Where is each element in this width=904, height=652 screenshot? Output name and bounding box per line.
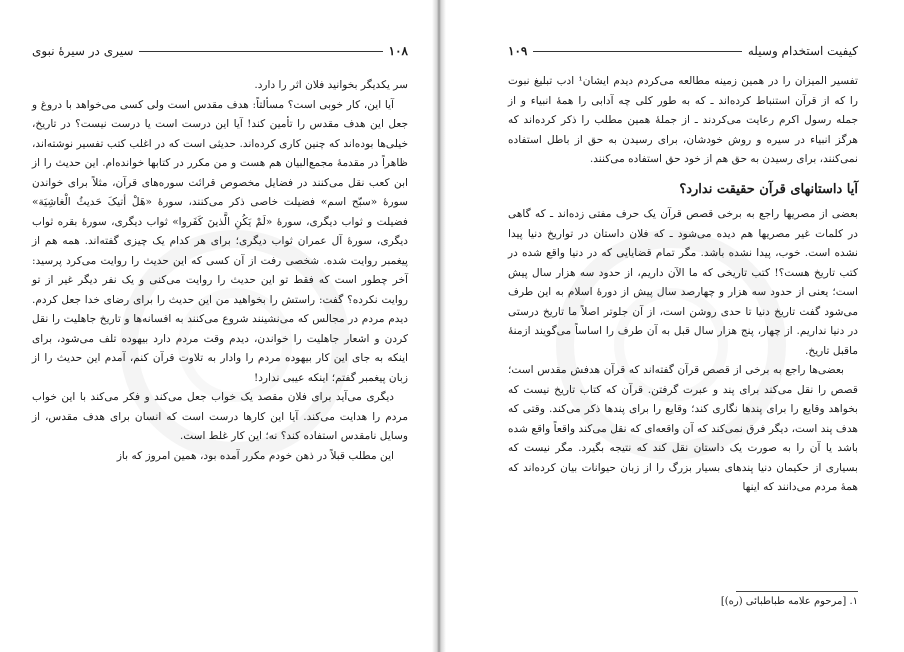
left-page-body <box>32 76 408 466</box>
right-page-number: ۱۰۹ <box>508 44 528 58</box>
paragraph: دیگری می‌آید برای فلان مقصد یک خواب جعل می‌کند و فکر می‌کند با این خواب مردم را هدایت می‌کند. آیا این کارها درست است که انسان برای هدف مقدس، از وسایل نامقدس استفاده کند؟ نه؛ این کار غلط است. <box>32 391 408 442</box>
right-page-body <box>508 72 858 498</box>
paragraph: بعضی از مصریها راجع به برخی قصص قرآن یک حرف مفتی زده‌اند ـ که گاهی در کلمات غیر مصریها هم دیده می‌شود ـ که فلان داستان در تواریخ دنیا پیدا نشده است. خوب، پیدا نشده باشد. مگر تمام قضایایی که در دنیا واقع شده در کتب تاریخ هست؟! کتب تاریخی که ما الآن داریم، از حدود سه هزار سال پیش است؛ یعنی از حدود سه هزار و چهارصد سال پیش از دورهٔ اسلام به این طرف می‌شود گفت تاریخ دنیا تا حدی روشن است، از آن جلوتر اصلاً ما تاریخ درستی در دنیا نداریم. از چهار، پنج هزار سال قبل به آن طرف را اساساً می‌گویند ازمنهٔ ماقبل تاریخ. <box>508 208 858 357</box>
paragraph: بعضی‌ها راجع به برخی از قصص قرآن گفته‌اند که قرآن هدفش مقدس است؛ قصص را نقل می‌کند برای پند و عبرت گرفتن. قرآن که کتاب تاریخ نیست که بخواهد وقایع را برای پندها نگاری کند؛ وقایع را برای پندها ذکر می‌کند. وقتی که هدف پند است، دیگر فرق نمی‌کند که آن واقعه‌ای که نقل می‌کند واقعاً واقع شده باشد یا آن را به صورت یک داستان نقل کند که نتیجه بگیرد. مگر نیست که بسیاری از حکیمان دنیا پندهای بسیار بزرگ را از زبان حیوانات بیان کرده‌اند که همهٔ مردم می‌دانند که اینها <box>508 364 858 493</box>
header-rule <box>139 51 382 52</box>
paragraph: سر یکدیگر بخوانید فلان اثر را دارد. <box>254 79 408 91</box>
footnote-rule <box>736 591 858 592</box>
left-page-header <box>32 42 408 60</box>
paragraph: این مطلب قبلاً در ذهن خودم مکرر آمده بود، همین امروز که باز <box>116 449 394 462</box>
left-page-number: ۱۰۸ <box>388 44 408 58</box>
paragraph: آیا این، کار خوبی است؟ مسألتاً: هدف مقدس است ولی کسی می‌خواهد با دروغ و جعل این هدف مقدس را تأمین کند! آیا این درست است یا درست نیست؟ در تاریخ، خیلی‌ها بوده‌اند که چنین کاری کرده‌اند. حدیثی است که در اغلب کتب تفسیر نوشته‌اند، ظاهراً در مقدمهٔ مجمع‌البیان هم هست و من مکرر در کتابها خوانده‌ام. این حدیث را از ابن کعب نقل می‌کنند در فضایل مخصوص قرائت سوره‌های قرآن، مثلاً برای خواندن سورهٔ «سبّح اسم» فضیلت خاصی ذکر می‌کنند، سورهٔ «هَلْ أتیکَ حَدیثُ الْغاشِیَة» فضیلت و ثواب دیگری، سورهٔ «لَمْ یَکُنِ الَّذینَ کَفَروا» ثواب دیگری، سورهٔ بقره ثواب دیگری، سورهٔ آل عمران ثواب دیگری؛ برای هر کدام یک چیزی گفته‌اند. همه هم از پیغمبر روایت شده. شخصی رفت از آن کسی که این حدیث را روایت می‌کرد پرسید: آخر چطور است که فقط تو این حدیث را روایت می‌کنی و یک نفر دیگر غیر از تو روایت نکرده؟ گفت: راستش را بخواهید من این حدیث را برای رضای خدا جعل کردم. دیدم مردم در مجالس که می‌نشینند شروع می‌کنند به افسانه‌ها و تاریخ جاهلیت را نقل کردن و اشعار جاهلیت را خواندن، دیدم وقت مردم دارد بیهوده تلف می‌شود، برای اینکه به جای این کار بیهوده مردم را وادار به تلاوت قرآن کنم، آمدم این حدیث را از زبان پیغمبر گفتم؛ اینکه عیبی ندارد! <box>32 98 408 384</box>
footnote: ۱. [مرحوم علامه طباطبائی (ره)] <box>720 596 858 607</box>
header-rule <box>533 51 742 52</box>
section-heading: آیا داستانهای قرآن حقیقت ندارد؟ <box>679 181 858 197</box>
left-running-title: سیری در سیرهٔ نبوی <box>32 44 134 58</box>
right-page-header <box>508 42 858 60</box>
left-page <box>0 0 432 652</box>
paragraph: تفسیر المیزان را در همین زمینه مطالعه می‌کردم دیدم ایشان¹ ادب تبلیغ نبوت را که از قرآن استنباط کرده‌اند ـ که به طور کلی چه آدابی را همهٔ انبیاء و از جمله رسول اکرم رعایت می‌کردند ـ از جملهٔ همین مطلب را ذکر کرده‌اند که هرگز انبیاء در سیره و روش خودشان، برای رسیدن به حق از باطل استفاده نمی‌کنند، برای رسیدن به حق هم از خود حق استفاده می‌کنند. <box>508 75 858 165</box>
right-page <box>446 0 904 652</box>
book-gutter <box>432 0 446 652</box>
right-running-title: کیفیت استخدام وسیله <box>747 44 858 58</box>
